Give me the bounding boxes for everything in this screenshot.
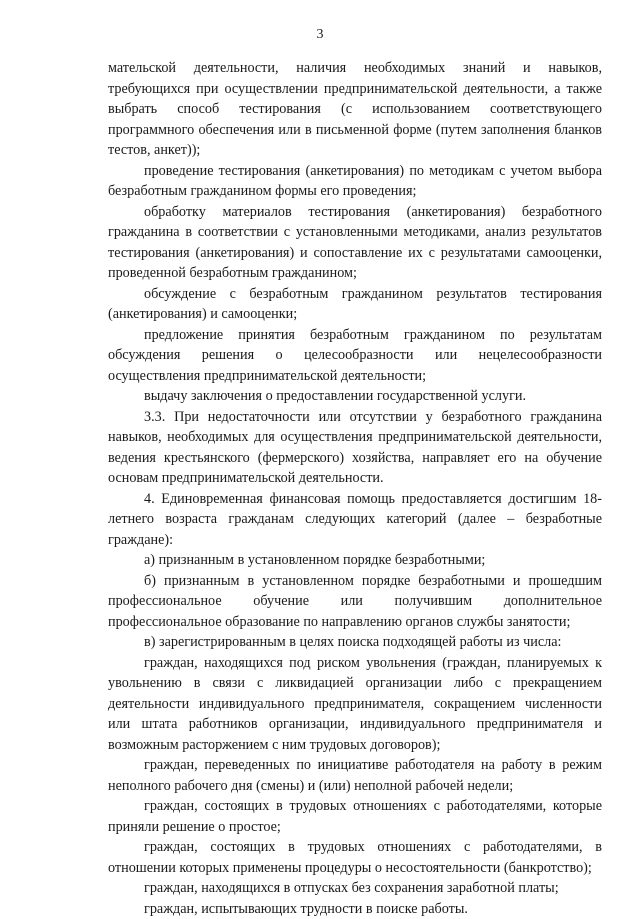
paragraph: б) признанным в установленном порядке безработными и прошедшим профессиональное обучение или получившим дополнительное профессиональное образование по направлению органов службы занятости;: [108, 571, 602, 633]
paragraph: обсуждение с безработным гражданином результатов тестирования (анкетирования) и самооценки;: [108, 284, 602, 325]
paragraph: граждан, испытывающих трудности в поиске работы.: [108, 899, 602, 919]
paragraph: в) зарегистрированным в целях поиска подходящей работы из числа:: [108, 632, 602, 653]
paragraph: проведение тестирования (анкетирования) по методикам с учетом выбора безработным гражданином формы его проведения;: [108, 161, 602, 202]
paragraph: 3.3. При недостаточности или отсутствии у безработного гражданина навыков, необходимых для осуществления предпринимательской деятельности, ведения крестьянского (фермерского) хозяйства, направляет его на обучение основам предпринимательской деятельности.: [108, 407, 602, 489]
paragraph: а) признанным в установленном порядке безработными;: [108, 550, 602, 571]
paragraph: предложение принятия безработным гражданином по результатам обсуждения решения о целесообразности или нецелесообразности осуществления предпринимательской деятельности;: [108, 325, 602, 387]
paragraph: граждан, находящихся под риском увольнения (граждан, планируемых к увольнению в связи с ликвидацией организации либо с прекращением деятельности индивидуального предпринимателя, сокращением численности или штата работников организации, индивидуального предпринимателя и возможным расторжением с ним трудовых договоров);: [108, 653, 602, 756]
page-number: 3: [0, 26, 640, 44]
paragraph: граждан, состоящих в трудовых отношениях с работодателями, которые приняли решение о простое;: [108, 796, 602, 837]
paragraph: граждан, находящихся в отпусках без сохранения заработной платы;: [108, 878, 602, 899]
paragraph: выдачу заключения о предоставлении государственной услуги.: [108, 386, 602, 407]
paragraph: мательской деятельности, наличия необходимых знаний и навыков, требующихся при осуществлении предпринимательской деятельности, а также выбрать способ тестирования (с использованием соответствующего программного обеспечения или в письменной форме (путем заполнения бланков тестов, анкет));: [108, 58, 602, 161]
paragraph: обработку материалов тестирования (анкетирования) безработного гражданина в соответствии с установленными методиками, анализ результатов тестирования (анкетирования) и сопоставление их с результатами самооценки, проведенной безработным гражданином;: [108, 202, 602, 284]
paragraph: граждан, состоящих в трудовых отношениях с работодателями, в отношении которых применены процедуры о несостоятельности (банкротство);: [108, 837, 602, 878]
paragraph: 4. Единовременная финансовая помощь предоставляется достигшим 18-летнего возраста гражданам следующих категорий (далее – безработные граждане):: [108, 489, 602, 551]
document-body: [108, 58, 602, 919]
paragraph: граждан, переведенных по инициативе работодателя на работу в режим неполного рабочего дня (смены) и (или) неполной рабочей недели;: [108, 755, 602, 796]
